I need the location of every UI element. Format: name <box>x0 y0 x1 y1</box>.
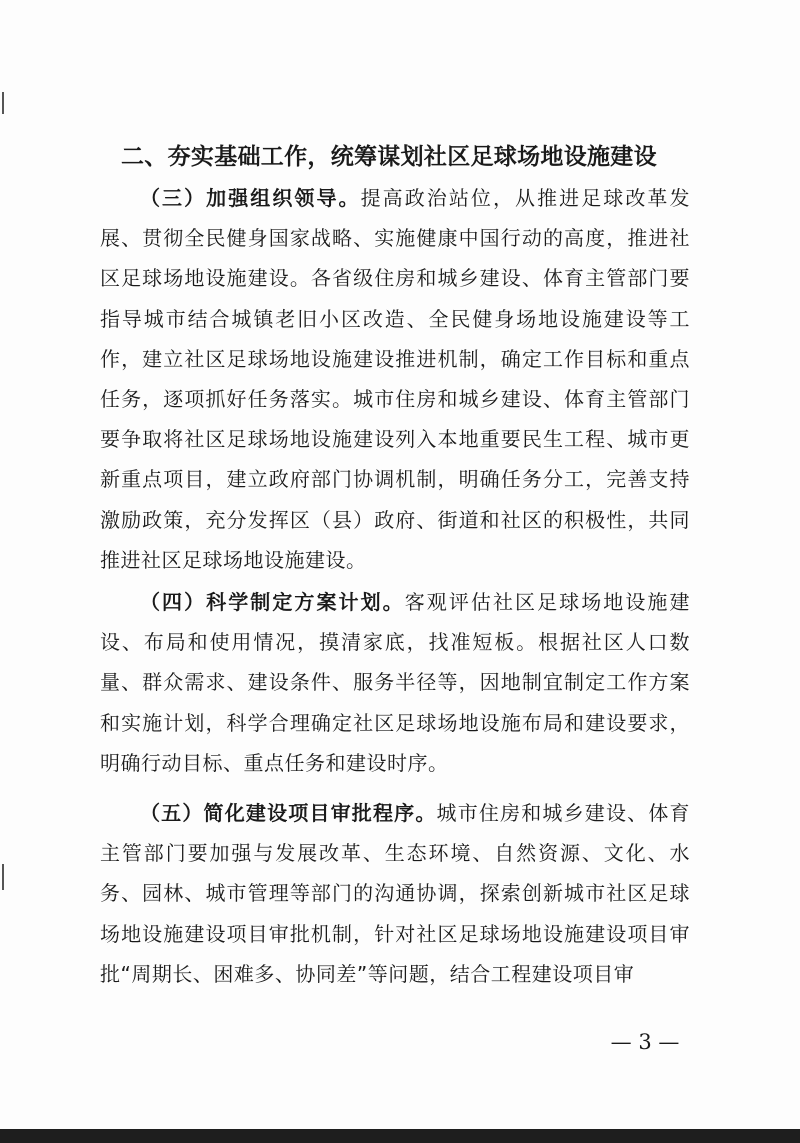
paragraph-organization-leadership <box>100 178 690 580</box>
page-number: — 3 — <box>610 1030 680 1054</box>
paragraph-body: 提高政治站位，从推进足球改革发展、贯彻全民健身国家战略、实施健康中国行动的高度，推进社区足球场地设施建设。各省级住房和城乡建设、体育主管部门要指导城市结合城镇老旧小区改造、全民健身场地设施建设等工作，建立社区足球场地设施建设推进机制，确定工作目标和重点任务，逐项抓好任务落实。城市住房和城乡建设、体育主管部门要争取将社区足球场地设施建设列入本地重要民生工程、城市更新重点项目，建立政府部门协调机制，明确任务分工，完善支持激励政策，充分发挥区（县）政府、街道和社区的积极性，共同推进社区足球场地设施建设。 <box>100 186 690 572</box>
paragraph-lead: （四）科学制定方案计划。 <box>140 590 405 615</box>
scan-bottom-edge <box>0 1129 800 1143</box>
paragraph-lead: （五）简化建设项目审批程序。 <box>140 801 437 826</box>
paragraph-body: 客观评估社区足球场地设施建设、布局和使用情况，摸清家底，找准短板。根据社区人口数量、群众需求、建设条件、服务半径等，因地制宜制定工作方案和实施计划，科学合理确定社区足球场地设施布局和建设要求，明确行动目标、重点任务和建设时序。 <box>100 590 690 775</box>
scan-edge-mark <box>2 864 4 890</box>
paragraph-lead: （三）加强组织领导。 <box>140 186 361 210</box>
paragraph-approval-simplification <box>100 793 690 994</box>
body-text <box>100 178 690 994</box>
paragraph-plan-formulation <box>100 582 690 783</box>
section-heading: 二、夯实基础工作，统筹谋划社区足球场地设施建设 <box>121 144 657 170</box>
paragraph-body: 城市住房和城乡建设、体育主管部门要加强与发展改革、生态环境、自然资源、文化、水务、园林、城市管理等部门的沟通协调，探索创新城市社区足球场地设施建设项目审批机制，针对社区足球场地设施建设项目审批“周期长、困难多、协同差”等问题，结合工程建设项目审 <box>100 801 691 986</box>
scan-edge-mark <box>2 92 4 114</box>
